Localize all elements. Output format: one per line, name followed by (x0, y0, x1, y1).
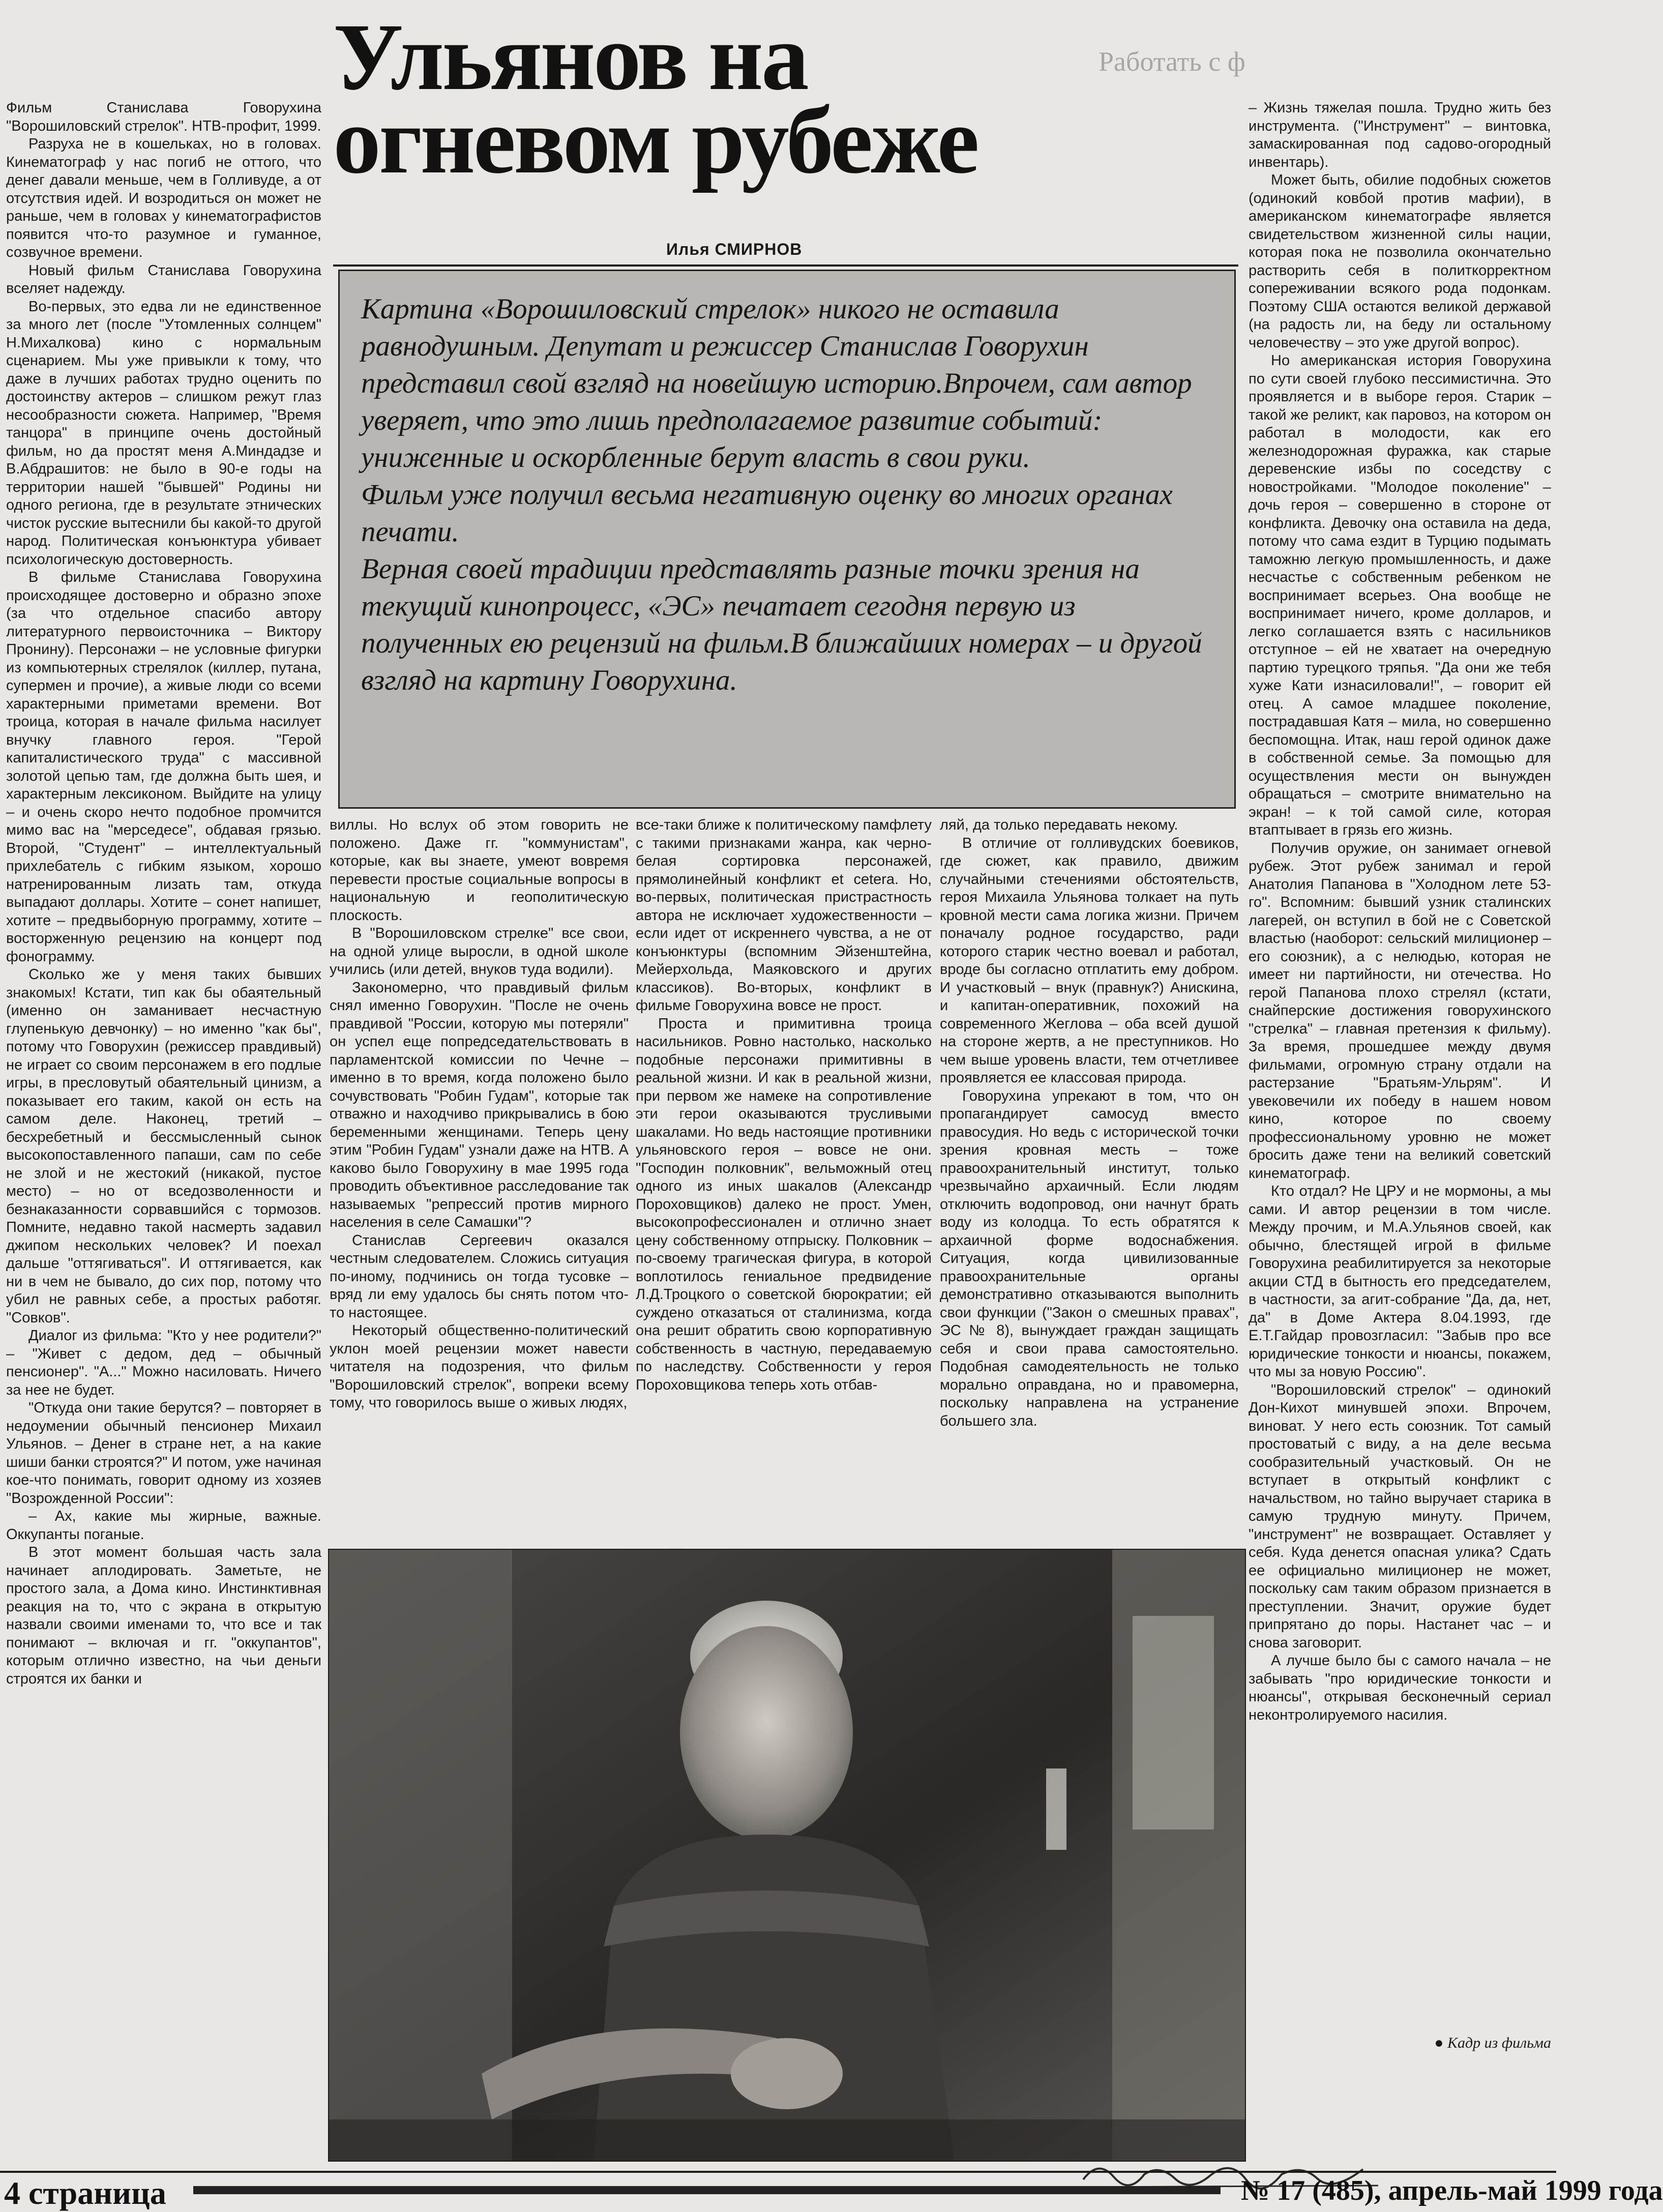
article-title: Ульянов на огневом рубеже (333, 4, 977, 193)
column-paragraph: Некоторый общественно-политический уклон моей рецензии может навести читателя на подозрения, что фильм "Ворошиловский стрелок", вопреки всему тому, что говорилось выше о живых людях, (330, 1322, 629, 1411)
lead-paragraph: Верная своей традиции представлять разные точки зрения на текущий кинопроцесс, «ЭС» печатает сегодня первую из полученных ею рецензий на фильм.В ближайших номерах – и другой взгляд на картину Говорухина. (361, 553, 1202, 696)
column-paragraph: В "Ворошиловском стрелке" все свои, на одной улице выросли, в одной школе учились (или детей, внуков туда водили). (330, 925, 629, 978)
column-paragraph: Станислав Сергеевич оказался честным следователем. Сложись ситуация по-иному, подчинись он тогда тусовке – вряд ли ему удалось бы снять потом что-то настоящее. (330, 1232, 629, 1321)
column-paragraph: Сколько же у меня таких бывших знакомых! Кстати, тип как бы обаятельный (именно он заманивает несчастную глупенькую девчонку) – но именно "как бы", потому что Говорухин (режиссер правдивый) не играет со своим персонажем в его подлые игры, в пресловутый обаятельный цинизм, а показывает его таким, какой он есть на самом деле. Наконец, третий – бесхребетный и бессмысленный сынок высокопоставленного папаши, сам по себе не злой и не жестокий (никакой, пустое место) – но от вседозволенности и безнаказанности сорвавшийся с тормозов. Помните, недавно такой насмерть задавил джипом нескольких человек? И поехал дальше "оттягиваться". И оттягивается, как ни в чем не бывало, до сих пор, потому что убил не равных себе, а простых работяг. "Совков". (6, 966, 321, 1326)
footer-bar (1017, 2186, 1221, 2194)
column-paragraph: А лучше было бы с самого начала – не забывать "про юридические тонкости и нюансы", открывая бесконечный сериал неконтролируемого насилия. (1249, 1653, 1551, 1723)
page-number: 4 страница (4, 2175, 166, 2211)
film-credits: Фильм Станислава Говорухина "Ворошиловский стрелок". НТВ-профит, 1999. (6, 100, 321, 134)
column-paragraph: В этот момент большая часть зала начинает аплодировать. Заметьте, не простого зала, а Дома кино. Инстинктивная реакция на то, что с экрана в открытую назвали своими именами то, что все и так понимают – включая и гг. "оккупантов", которым отлично известно, на чьи деньги строятся их банки и (6, 1544, 321, 1687)
lead-box (338, 270, 1236, 809)
column-paragraph: Но американская история Говорухина по сути своей глубоко пессимистична. Это проявляется и в выборе героя. Старик – такой же реликт, как паровоз, на котором он работал в молодости, как его железнодорожная фуражка, как старые деревенские избы по соседству с новостройками. "Молодое поколение" – дочь героя – совершенно в стороне от конфликта. Девочку она оставила на деда, потому что сама ездит в Турцию подымать таможню легкую промышленность, и даже несчастье с собственным ребенком не воспринимает всерьез. Она вообще не воспринимает ничего, кроме долларов, и легко соглашается взять с насильников отступное – ей не хватает на очередную партию турецкого тряпья. "Да они же тебя хуже Кати изнасиловали!", – говорит ей отец. А самое младшее поколение, пострадавшая Катя – мила, но совершенно беспомощна. Итак, наш герой одинок даже в собственной семье. За помощью для осуществления мести он вынужден обращаться – смотрите внимательно на экран! – к той самой силе, которая втаптывает в грязь его жизнь. (1249, 352, 1551, 838)
faded-ghost-heading: Работать с ф (1098, 46, 1245, 77)
byline-rule (333, 264, 1238, 267)
column-paragraph: Разруха не в кошельках, но в головах. Кинематограф у нас погиб не оттого, что денег давали меньше, чем в Голливуде, а от отсутствия идей. И возродиться он может не раньше, чем в головах у кинематографистов появится что-то разумное и гуманное, созвучное времени. (6, 136, 321, 260)
column-paragraph: В фильме Станислава Говорухина происходящее достоверно и образно эпохе (за что отдельное спасибо автору литературного первоисточника – Виктору Пронину). Персонажи – не условные фигурки из компьютерных стрелялок (киллер, путана, супермен и прочие), а живые люди со всеми характерными приметами времени. Вот троица, которая в начале фильма насилует внучку главного героя. "Герой капиталистического труда" с массивной золотой цепью там, где должна быть шея, и характерным лексиконом. Выйдите на улицу – и очень скоро нечто подобное промчится мимо вас на "мерседесе", обдавая грязью. Второй, "Студент" – интеллектуальный прихлебатель с гибким языком, хорошо натренированным лизать там, откуда выпадают доллары. Хотите – сонет напишет, хотите – предвыборную программу, хотите – восторженную рецензию на концерт под фонограмму. (6, 569, 321, 965)
column-paragraph: "Ворошиловский стрелок" – одинокий Дон-Кихот минувшей эпохи. Впрочем, виноват. У него есть союзник. Тот самый простоватый с виду, а на деле весьма сообразительный участковый. Он не вступает в открытый конфликт с начальством, но тайно выручает старика в самую трудную минуту. Причем, "инструмент" не возвращает. Оставляет у себя. Куда денется опасная улика? Сдать ее официально милиционер не может, поскольку сам таким образом признается в преступлении. Значит, оружие будет припрятано до поры. Настанет час – и снова заговорит. (1249, 1381, 1551, 1651)
column-paragraph: виллы. Но вслух об этом говорить не положено. Даже гг. "коммунистам", которые, как вы знаете, умеют вовремя перевести простые социальные вопросы в национальную и геополитическую плоскость. (330, 817, 629, 924)
column-paragraph: В отличие от голливудских боевиков, где сюжет, как правило, движим случайными стечениями обстоятельств, героя Михаила Ульянова толкает на путь кровной мести сама логика жизни. Причем поначалу родное государство, ради которого старик честно воевал и работал, вроде бы согласно отплатить ему добром. И участковый – внук (правнук?) Анискина, и капитан-оперативник, похожий на современного Жеглова – оба всей душой на стороне жертв, а не преступников. Но чем выше уровень власти, тем отчетливее проявляется ее классовая природа. (940, 835, 1239, 1086)
text-column-1 (6, 99, 321, 2001)
text-column-2 (330, 816, 629, 1544)
author-byline: Илья СМИРНОВ (666, 240, 803, 258)
column-paragraph: Новый фильм Станислава Говорухина вселяет надежду. (6, 262, 321, 297)
photo-caption-text: Кадр из фильма (1447, 2034, 1551, 2051)
column-paragraph: Говорухина упрекают в том, что он пропагандирует самосуд вместо правосудия. Но ведь с исторической точки зрения кровная месть – тоже правоохранительный институт, только чрезвычайно архаичный. Если людям отключить водопровод, они начнут брать воду из колодца. То есть обратятся к архаичной форме водоснабжения. Ситуация, когда цивилизованные правоохранительные органы демонстративно отказываются выполнить свои функции ("Закон о смешных правах", ЭС № 8), вынуждает граждан защищать себя и свои права самостоятельно. Подобная самодеятельность не только морально оправдана, но и правомерна, поскольку направлена на устранение большего зла. (940, 1087, 1239, 1429)
column-paragraph: Закономерно, что правдивый фильм снял именно Говорухин. "После не очень правдивой "России, которую мы потеряли" он успел еще попредседательствовать в парламентской комиссии по Чечне – именно в то время, когда положено было сочувствовать "Робин Гудам", которые так отважно и находчиво прикрывались в бою беременными женщинами. Теперь цену этим "Робин Гудам" узнали даже на НТВ. А каково было Говорухину в мае 1995 года проводить объективное расследование так называемых "репрессий против мирного населения в селе Самашки"? (330, 979, 629, 1230)
text-column-5 (1249, 99, 1551, 2032)
film-still-photo (328, 1549, 1246, 2162)
lead-paragraph: Фильм уже получил весьма негативную оценку во многих органах печати. (361, 479, 1173, 548)
issue-info: № 17 (485), апрель-май 1999 года (1241, 2175, 1663, 2206)
column-paragraph: Диалог из фильма: "Кто у нее родители?" – "Живет с дедом, дед – обычный пенсионер". "А..." Можно насиловать. Ничего за нее не будет. (6, 1328, 321, 1398)
text-column-3 (636, 816, 932, 1544)
photo-caption: ● Кадр из фильма (1434, 2034, 1551, 2051)
column-paragraph: Получив оружие, он занимает огневой рубеж. Этот рубеж занимал и герой Анатолия Папанова в "Холодном лете 53-го". Вспомним: бывший узник сталинских лагерей, он вступил в бой не с Советской властью (наоборот: сельский милиционер – его союзник), а с нелюдью, которая не имеет ни партийности, ни отечества. Но герой Папанова плохо стрелял (кстати, снайперские достижения говорухинского "стрелка" – главная претензия к фильму). За время, прошедшее между двумя фильмами, огромную страну отдали на растерзание "Братьям-Ульрям". И увековечили их победу в нашем новом кино, которое по своему профессиональному уровню не может бросить даже тени на великий советский кинематограф. (1249, 840, 1551, 1182)
column-paragraph: все-таки ближе к политическому памфлету с такими признаками жанра, как черно-белая сортировка персонажей, прямолинейный конфликт et cetera. Но, во-первых, политическая пристрастность автора не исключает художественности – если идет от искреннего чувства, а не от конъюнктуры (вспомним Эйзенштейна, Мейерхольда, Маяковского и других классиков). Во-вторых, конфликт в фильме Говорухина вовсе не прост. (636, 817, 932, 1014)
column-paragraph: Во-первых, это едва ли не единственное за много лет (после "Утомленных солнцем" Н.Михалкова) кино с нормальным сценарием. Мы уже привыкли к тому, что даже в лучших работах трудно оценить по достоинству актеров – слишком режут глаз несообразности сюжета. Например, "Время танцора" в принципе очень достойный фильм, но да простят меня А.Миндадзе и В.Абдрашитов: не было в 90-е годы на территории нашей "бывшей" Родины ни одного региона, где в результате этнических чисток русские вытеснили бы какой-то другой народ. Политическая конъюнктура убивает психологическую достоверность. (6, 298, 321, 568)
footer-rule (0, 2171, 1556, 2173)
column-paragraph: – Ах, какие мы жирные, важные. Оккупанты поганые. (6, 1508, 321, 1543)
column-paragraph: Кто отдал? Не ЦРУ и не мормоны, а мы сами. И автор рецензии в том числе. Между прочим, и М.А.Ульянов своей, как обычно, блестящей игрой в фильме Говорухина реабилитируется за некоторые акции СТД в бытность его председателем, в частности, за агит-собрание "Да, да, нет, да" в Доме Актера 8.04.1993, где Е.Т.Гайдар провозгласил: "Забыв про все юридические тонкости и нюансы, покажем, что мы за новую Россию". (1249, 1183, 1551, 1380)
column-paragraph: Проста и примитивна троица насильников. Ровно настолько, насколько подобные персонажи примитивны в реальной жизни. И как в реальной жизни, при первом же намеке на сопротивление эти герои оказываются трусливыми шакалами. Но ведь настоящие противники ульяновского героя – вовсе не они. "Господин полковник", вельможный отец одного из иных шакалов (Александр Пороховщиков) далеко не прост. Умен, высокопрофессионален и отлично знает цену собственному отпрыску. Полковник – по-своему трагическая фигура, в которой воплотилось гениальное предвидение Л.Д.Троцкого о советской бюрократии; ей суждено отказаться от сталинизма, когда она решит обратить свою корпоративную собственность в частную, передаваемую по наследству. Собственности у героя Пороховщикова теперь хоть отбав- (636, 1015, 932, 1393)
column-paragraph: – Жизнь тяжелая пошла. Трудно жить без инструмента. ("Инструмент" – винтовка, замаскированная под садово-огородный инвентарь). (1249, 100, 1551, 170)
column-paragraph: Может быть, обилие подобных сюжетов (одинокий ковбой против мафии), в американском кинематографе является свидетельством жизненной силы нации, которая пока не позволила окончательно растворить себя в политкорректном сопереживании всякого рода подонкам. Поэтому США остаются великой державой (на радость ли, на беду ли остальному человечеству – это уже другой вопрос). (1249, 172, 1551, 351)
column-paragraph: ляй, да только передавать некому. (940, 817, 1178, 833)
column-paragraph: "Откуда они такие берутся? – повторяет в недоумении обычный пенсионер Михаил Ульянов. – Денег в стране нет, а на какие шиши банки строятся?" И потом, уже начиная кое-что понимать, говорит одному из хозяев "Возрожденной России": (6, 1400, 321, 1507)
lead-paragraph: Картина «Ворошиловский стрелок» никого не оставила равнодушным. Депутат и режиссер Станислав Говорухин представил свой взгляд на новейшую историю.Впрочем, сам автор уверяет, что это лишь предполагаемое развитие событий: униженные и оскорбленные берут власть в свои руки. (361, 293, 1192, 474)
footer-bar (193, 2186, 1017, 2194)
text-column-4 (940, 816, 1239, 1544)
